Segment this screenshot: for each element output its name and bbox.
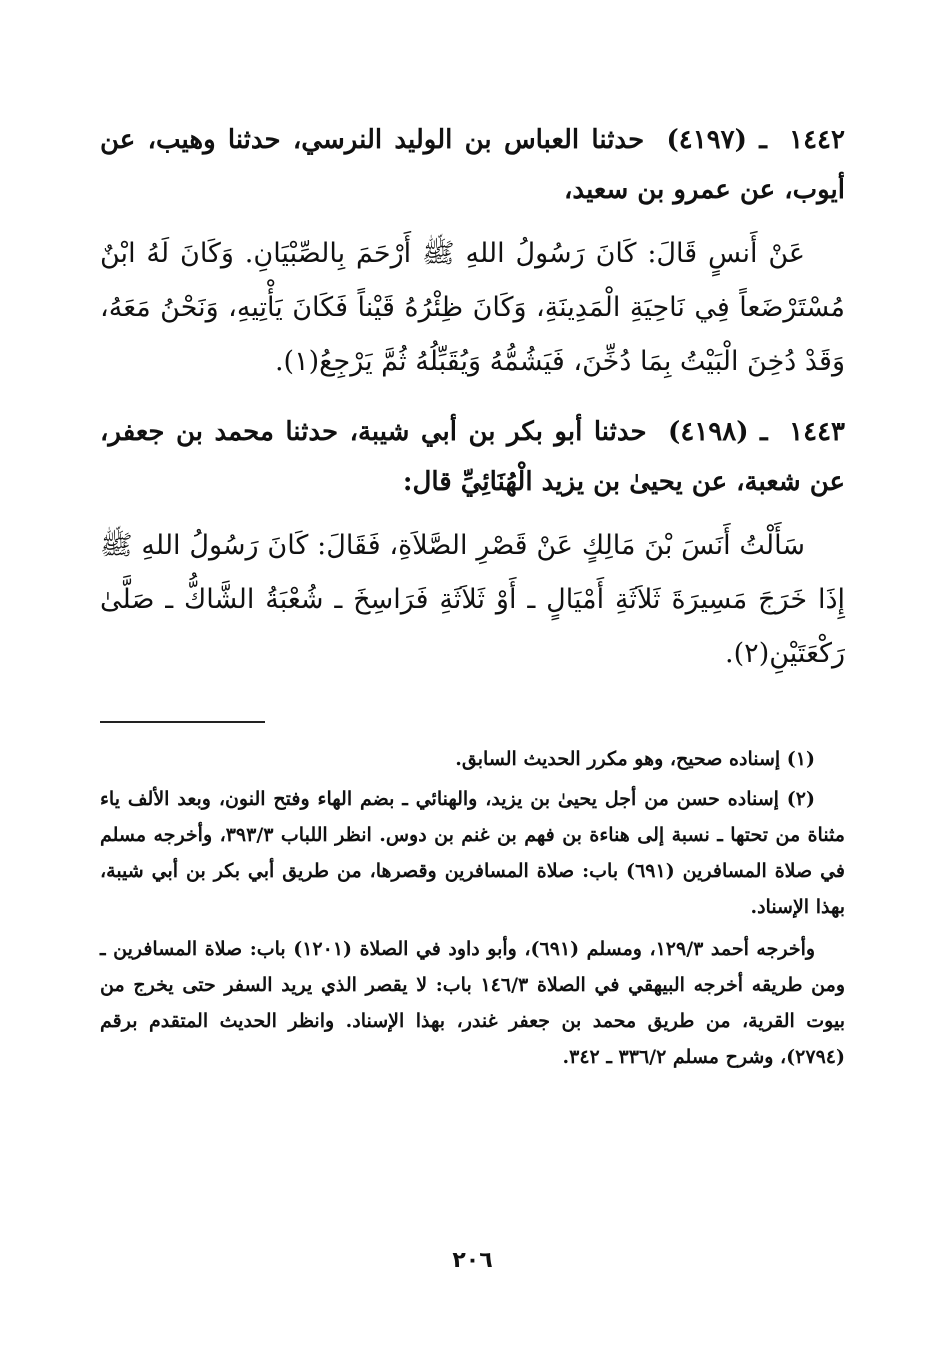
footnote-2-continued: وأخرجه أحمد ١٢٩/٣، ومسلم (٦٩١)، وأبو داود في الصلاة (١٢٠١) باب: صلاة المسافرين ـ ومن طريقه أخرجه البيهقي في الصلاة ١٤٦/٣ باب: لا يقصر الذي يريد السفر حتى يخرج من بيوت القرية، من طريق محمد بن جعفر غندر، بهذا الإسناد. وانظر الحديث المتقدم برقم (٢٧٩٤)، وشرح مسلم ٣٣٦/٢ ـ ٣٤٢.: [100, 938, 845, 1068]
hadith-number: ١٤٤٣: [789, 417, 846, 447]
hadith-ref: (٤١٩٧): [666, 125, 747, 155]
hadith-header: [100, 115, 845, 215]
dash: ـ: [759, 125, 767, 155]
dash: ـ: [760, 417, 768, 447]
hadith-header: [100, 407, 845, 507]
hadith-matn: سَأَلْتُ أَنَسَ بْنَ مَالِكٍ عَنْ قَصْرِ الصَّلاَةِ، فَقَالَ: كَانَ رَسُولُ اللهِ ﷺ إِذَا خَرَجَ مَسِيرَةَ ثَلاَثَةِ أَمْيَالٍ ـ أَوْ ثَلاَثَةِ فَرَاسِخَ ـ شُعْبَةُ الشَّاكُّ ـ صَلَّىٰ رَكْعَتَيْنِ(٢).: [100, 530, 845, 669]
hadith-1443: [100, 407, 845, 681]
hadith-matn: عَنْ أَنسٍ قَالَ: كَانَ رَسُولُ اللهِ ﷺ أَرْحَمَ بِالصِّبْيَانِ. وَكَانَ لَهُ ابْنٌ مُسْتَرْضَعاً فِي نَاحِيَةِ الْمَدِينَةِ، وَكَانَ ظِئْرُهُ قَيْناً فَكَانَ يَأْتِيهِ، وَنَحْنُ مَعَهُ، وَقَدْ دُخِنَ الْبَيْتُ بِمَا دُخِّنَ، فَيَشُمُّهُ وَيُقَبِّلُهُ ثُمَّ يَرْجِعُ(١).: [100, 238, 845, 377]
hadith-number: ١٤٤٢: [789, 125, 845, 155]
hadith-ref: (٤١٩٨): [668, 417, 749, 447]
page-number: ٢٠٦: [452, 1248, 493, 1273]
footnote-2: (٢) إسناده حسن من أجل يحيىٰ بن يزيد، والهنائي ـ بضم الهاء وفتح النون، وبعد الألف ياء مثناة من تحتها ـ نسبة إلى هناءة بن فهم بن غنم بن دوس. انظر اللباب ٣٩٣/٣، وأخرجه مسلم في صلاة المسافرين (٦٩١) باب: صلاة المسافرين وقصرها، من طريق أبي بكر بن أبي شيبة، بهذا الإسناد.: [100, 788, 845, 918]
footnote-1: (١) إسناده صحيح، وهو مكرر الحديث السابق.: [455, 748, 815, 770]
footnote-divider: [100, 721, 265, 723]
hadith-isnad: حدثنا العباس بن الوليد النرسي، حدثنا وهيب، عن أيوب، عن عمرو بن سعيد،: [100, 125, 845, 205]
page-body: [100, 115, 845, 1079]
hadith-isnad: حدثنا أبو بكر بن أبي شيبة، حدثنا محمد بن جعفر، عن شعبة، عن يحيىٰ بن يزيد الْهُنَائِيِّ قال:: [100, 417, 845, 497]
footnotes: [100, 741, 845, 1075]
hadith-1442: [100, 115, 845, 389]
